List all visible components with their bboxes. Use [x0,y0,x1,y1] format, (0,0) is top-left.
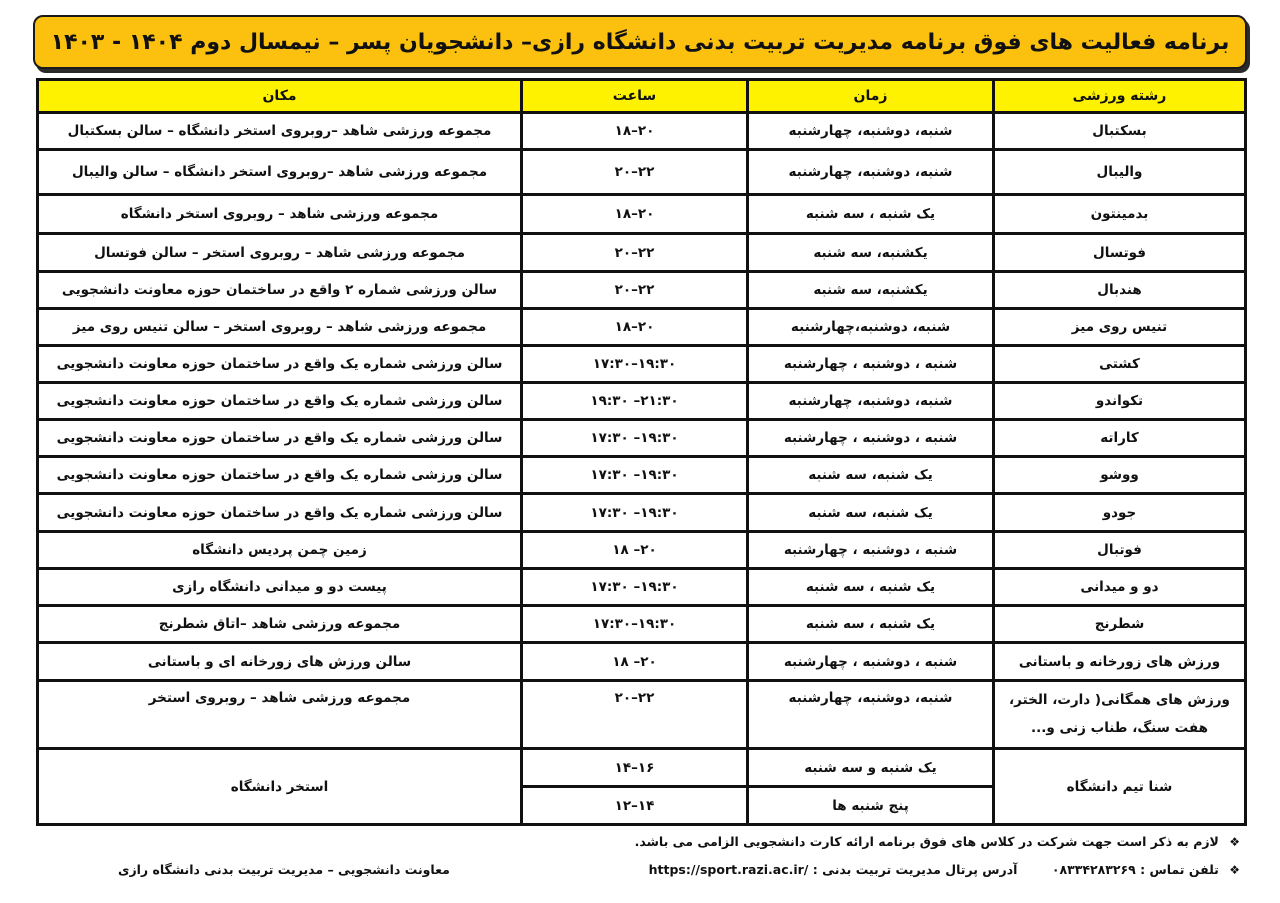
cell-sport: شنا تیم دانشگاه [994,749,1246,825]
header-sport: رشته ورزشی [994,80,1246,113]
table-row [38,643,1246,681]
title-banner [33,15,1247,69]
cell-days: شنبه ، دوشنبه ، چهارشنبه [748,532,994,569]
header-place: مکان [38,80,522,113]
cell-sport: دو و میدانی [994,569,1246,606]
cell-sport: جودو [994,494,1246,532]
note-requirement [635,834,1240,849]
cell-place: مجموعه ورزشی شاهد –روبروی استخر دانشگاه – سالن بسکتبال [38,113,522,150]
cell-place: سالن ورزشی شماره ۲ واقع در ساختمان حوزه معاونت دانشجویی [38,272,522,309]
cell-days: یک شنبه ، سه شنبه [748,606,994,643]
cell-days: یک شنبه ، سه شنبه [748,195,994,234]
table-row-swimming [38,749,1246,787]
table-row [38,457,1246,494]
cell-days: پنج شنبه ها [748,787,994,825]
cell-time: ۱۹:۳۰ –۲۱:۳۰ [522,383,748,420]
cell-sport: تکواندو [994,383,1246,420]
cell-place: سالن ورزشی شماره یک واقع در ساختمان حوزه معاونت دانشجویی [38,457,522,494]
cell-time: ۱۷:۳۰ –۱۹:۳۰ [522,569,748,606]
cell-time: ۱۸ –۲۰ [522,643,748,681]
cell-place: مجموعه ورزشی شاهد –اتاق شطرنج [38,606,522,643]
cell-place: مجموعه ورزشی شاهد – روبروی استخر دانشگاه [38,195,522,234]
cell-time: ۱۷:۳۰–۱۹:۳۰ [522,606,748,643]
cell-days: شنبه ، دوشنبه ، چهارشنبه [748,643,994,681]
cell-place: سالن ورزشی شماره یک واقع در ساختمان حوزه معاونت دانشجویی [38,346,522,383]
cell-sport: کاراته [994,420,1246,457]
cell-days: یک شنبه، سه شنبه [748,494,994,532]
cell-place: مجموعه ورزشی شاهد –روبروی استخر دانشگاه – سالن والیبال [38,150,522,195]
cell-place: زمین چمن پردیس دانشگاه [38,532,522,569]
cell-days: یک شنبه و سه شنبه [748,749,994,787]
cell-days: شنبه، دوشنبه، چهارشنبه [748,113,994,150]
cell-time: ۲۰–۲۲ [522,272,748,309]
cell-place: مجموعه ورزشی شاهد – روبروی استخر – سالن تنیس روی میز [38,309,522,346]
cell-sport: شطرنج [994,606,1246,643]
cell-sport: بسکتبال [994,113,1246,150]
cell-sport: فوتسال [994,234,1246,272]
cell-time: ۱۸ –۲۰ [522,532,748,569]
cell-days: شنبه، دوشنبه، چهارشنبه [748,383,994,420]
cell-time: ۱۴–۱۶ [522,749,748,787]
cell-place: استخر دانشگاه [38,749,522,825]
requirement-text: لازم به ذکر است جهت شرکت در کلاس های فوق برنامه ارائه کارت دانشجویی الزامی می باشد. [634,834,1219,849]
footer-signature: معاونت دانشجویی – مدیریت تربیت بدنی دانشگاه رازی [118,862,450,877]
header-time: ساعت [522,80,748,113]
cell-sport: ووشو [994,457,1246,494]
table-row [38,150,1246,195]
cell-place: سالن ورزشی شماره یک واقع در ساختمان حوزه معاونت دانشجویی [38,420,522,457]
cell-place: سالن ورزشی شماره یک واقع در ساختمان حوزه معاونت دانشجویی [38,494,522,532]
bullet-icon: ❖ [1229,863,1240,877]
cell-time: ۲۰–۲۲ [522,681,748,749]
cell-time: ۱۸–۲۰ [522,113,748,150]
cell-sport: ورزش های زورخانه و باستانی [994,643,1246,681]
phone-number: ۰۸۳۳۴۲۸۳۲۶۹ [1051,862,1136,877]
cell-place: مجموعه ورزشی شاهد – روبروی استخر – سالن فوتسال [38,234,522,272]
cell-time: ۱۷:۳۰ –۱۹:۳۰ [522,494,748,532]
table-row [38,569,1246,606]
header-days: زمان [748,80,994,113]
table-row [38,113,1246,150]
cell-place: سالن ورزشی شماره یک واقع در ساختمان حوزه معاونت دانشجویی [38,383,522,420]
page-title: برنامه فعالیت های فوق برنامه مدیریت تربیت بدنی دانشگاه رازی– دانشجویان پسر – نیمسال دوم ۱۴۰۴ - ۱۴۰۳ [50,29,1230,55]
cell-days: شنبه ، دوشنبه ، چهارشنبه [748,420,994,457]
cell-sport: هندبال [994,272,1246,309]
note-contact [649,862,1240,877]
cell-time: ۲۰–۲۲ [522,234,748,272]
cell-time: ۱۲–۱۴ [522,787,748,825]
table-row [38,346,1246,383]
schedule-table [36,78,1247,826]
cell-days: یک شنبه، سه شنبه [748,457,994,494]
cell-days: شنبه، دوشنبه، چهارشنبه [748,681,994,749]
cell-sport: فوتبال [994,532,1246,569]
cell-time: ۱۷:۳۰ –۱۹:۳۰ [522,457,748,494]
cell-place: مجموعه ورزشی شاهد – روبروی استخر [38,681,522,749]
table-row [38,383,1246,420]
cell-place: پیست دو و میدانی دانشگاه رازی [38,569,522,606]
table-row [38,309,1246,346]
table-row [38,681,1246,749]
portal-link[interactable]: https://sport.razi.ac.ir/ [648,862,809,877]
table-header-row [38,80,1246,113]
table-row [38,606,1246,643]
cell-time: ۱۸–۲۰ [522,195,748,234]
cell-days: یک شنبه ، سه شنبه [748,569,994,606]
table-row [38,420,1246,457]
table-row [38,494,1246,532]
bullet-icon: ❖ [1229,835,1240,849]
table-row [38,272,1246,309]
portal-label: آدرس پرتال مدیریت تربیت بدنی : [812,862,1018,877]
cell-time: ۱۷:۳۰ –۱۹:۳۰ [522,420,748,457]
cell-sport: ورزش های همگانی( دارت، الختر، هفت سنگ، طناب زنی و... [994,681,1246,749]
cell-time: ۲۰–۲۲ [522,150,748,195]
cell-place: سالن ورزش های زورخانه ای و باستانی [38,643,522,681]
cell-time: ۱۷:۳۰–۱۹:۳۰ [522,346,748,383]
cell-days: شنبه، دوشنبه، چهارشنبه [748,150,994,195]
cell-sport: تنیس روی میز [994,309,1246,346]
cell-sport: والیبال [994,150,1246,195]
cell-days: یکشنبه، سه شنبه [748,272,994,309]
table-row [38,234,1246,272]
cell-time: ۱۸–۲۰ [522,309,748,346]
cell-sport: کشتی [994,346,1246,383]
cell-sport: بدمینتون [994,195,1246,234]
cell-days: شنبه، دوشنبه،چهارشنبه [748,309,994,346]
cell-days: شنبه ، دوشنبه ، چهارشنبه [748,346,994,383]
table-row [38,532,1246,569]
phone-label: تلفن تماس : [1140,862,1219,877]
cell-days: یکشنبه، سه شنبه [748,234,994,272]
table-row [38,195,1246,234]
